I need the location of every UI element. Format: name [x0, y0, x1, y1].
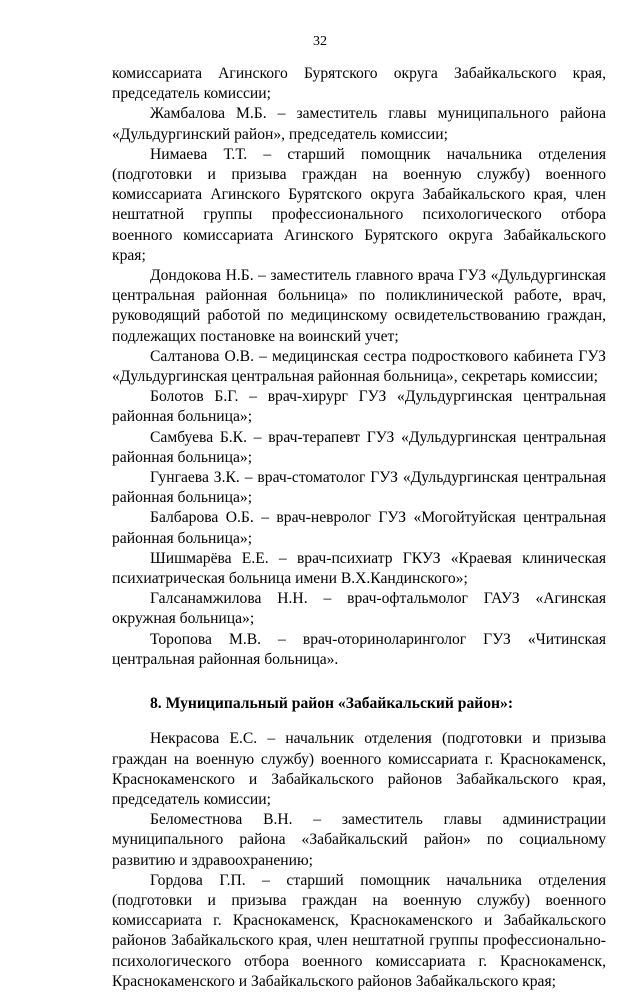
section-heading: 8. Муниципальный район «Забайкальский район»: [150, 695, 514, 713]
commission-member-galsanamzhilova: Галсанамжилова Н.Н. – врач-офтальмолог ГАУЗ «Агинская окружная больница»; [112, 590, 606, 628]
commission-member-bolotov: Болотов Б.Г. – врач-хирург ГУЗ «Дульдургинская центральная районная больница»; [112, 388, 606, 426]
commission-member-saltanova: Салтанова О.В. – медицинская сестра подросткового кабинета ГУЗ «Дульдургинская центральная районная больница», секретарь комиссии; [112, 347, 606, 386]
commission-member-nekrasova: Некрасова Е.С. – начальник отделения (подготовки и призыва граждан на военную службу) военного комиссариата г. Краснокаменск, Краснокаменского и Забайкальского районов Забайкальского края, председатель комиссии; [112, 730, 606, 808]
commission-member-belomestnova: Беломестнова В.Н. – заместитель главы администрации муниципального района «Забайкальский район» по социальному развитию и здравоохранению; [112, 811, 606, 869]
commission-member-zhambalova: Жамбалова М.Б. – заместитель главы муниципального района «Дульдургинский район», председатель комиссии; [112, 105, 606, 143]
commission-member-continuation: комиссариата Агинского Бурятского округа Забайкальского края, председатель комиссии; [112, 65, 606, 103]
commission-member-nimaeva: Нимаева Т.Т. – старший помощник начальника отделения (подготовки и призыва граждан на военную службу) военного комиссариата Агинского Бурятского округа Забайкальского края, член нештатной группы профессионального психологического отбора военного комиссариата Агинского Бурятского округа Забайкальского края; [112, 145, 606, 264]
commission-member-gungaeva: Гунгаева З.К. – врач-стоматолог ГУЗ «Дульдургинская центральная районная больница»; [112, 469, 606, 507]
commission-member-dondokova: Дондокова Н.Б. – заместитель главного врача ГУЗ «Дульдургинская центральная районная больница» по поликлинической работе, врач, руководящий работой по медицинскому освидетельствованию граждан, подлежащих постановке на воинский учет; [112, 267, 606, 345]
document-body [112, 64, 606, 992]
commission-member-toropova: Торопова М.В. – врач-оториноларинголог ГУЗ «Читинская центральная районная больница». [112, 630, 606, 668]
commission-member-balbarova: Балбарова О.Б. – врач-невролог ГУЗ «Могойтуйская центральная районная больница»; [112, 509, 606, 547]
commission-member-shishmaryova: Шишмарёва Е.Е. – врач-психиатр ГКУЗ «Краевая клиническая психиатрическая больница имени В.Х.Кандинского»; [112, 549, 606, 588]
page-number: 32 [313, 34, 327, 49]
commission-member-sambueva: Самбуева Б.К. – врач-терапевт ГУЗ «Дульдургинская центральная районная больница»; [112, 428, 606, 466]
commission-member-gordova: Гордова Г.П. – старший помощник начальника отделения (подготовки и призыва граждан на военную службу) военного комиссариата г. Краснокаменск, Краснокаменского и Забайкальского районов Забайкальского края, член нештатной группы профессионально-психологического отбора военного комиссариата г. Краснокаменск, Краснокаменского и Забайкальского районов Забайкальского края; [112, 871, 606, 990]
